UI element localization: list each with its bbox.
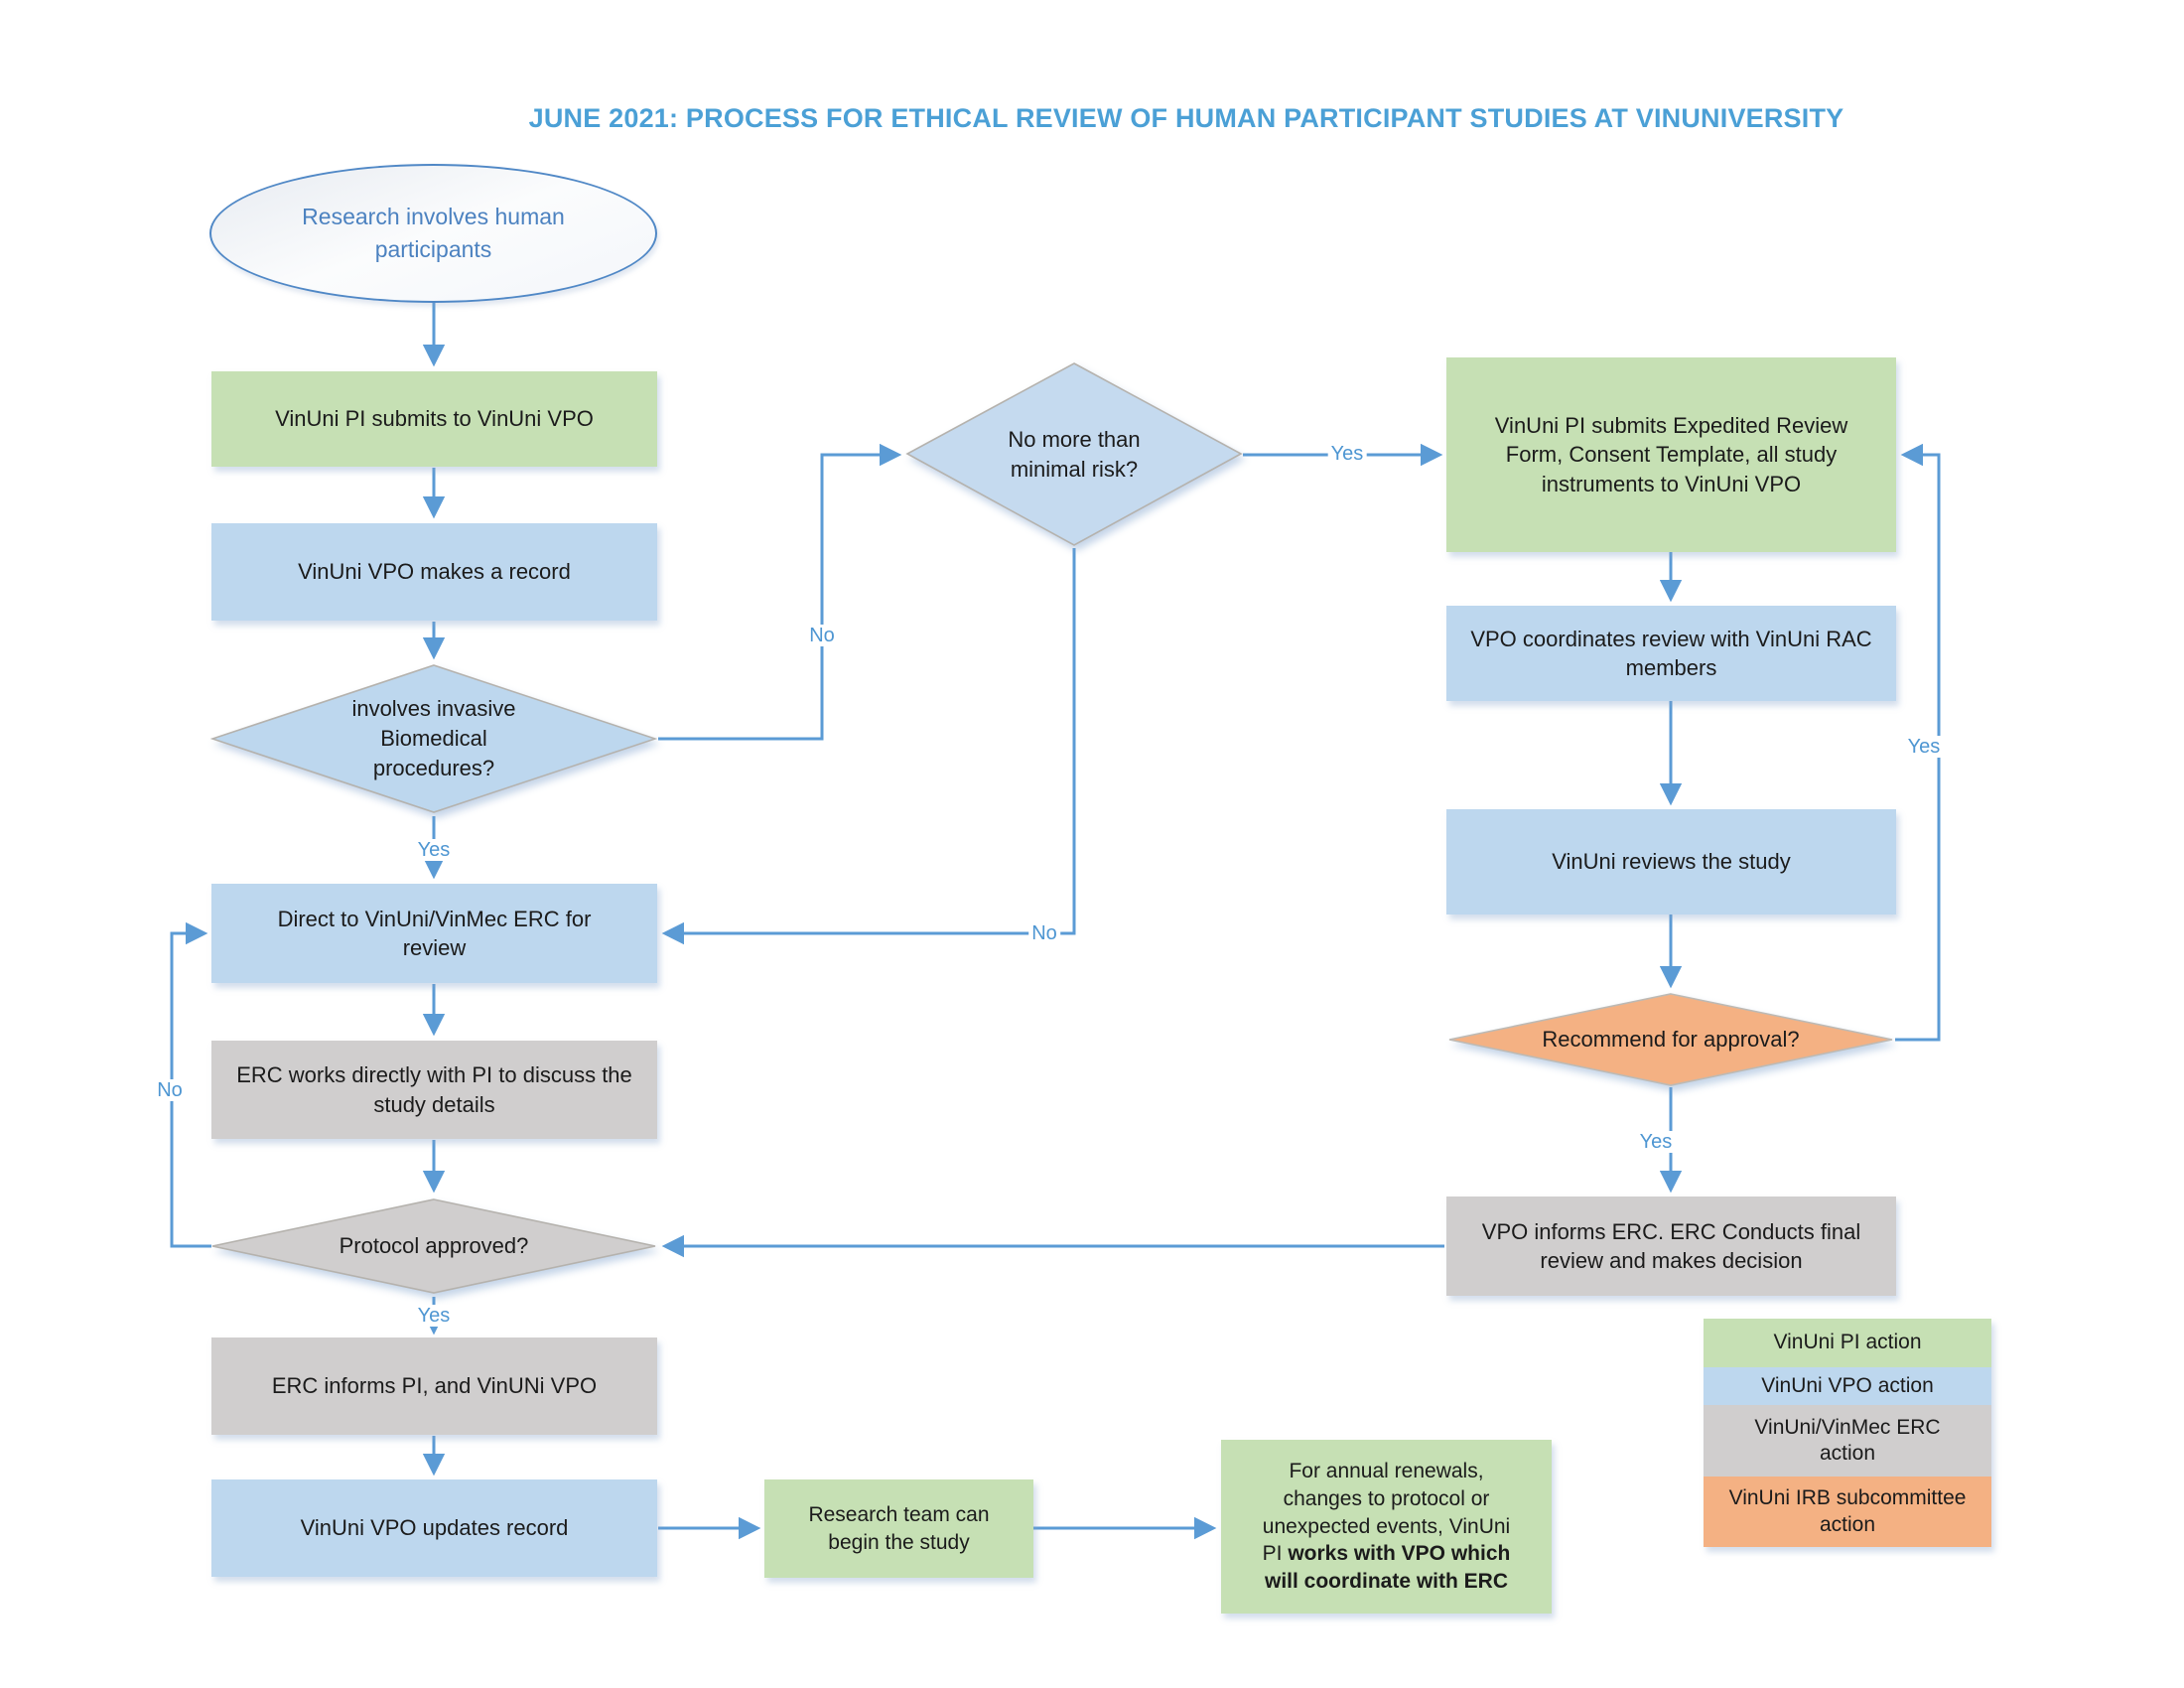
flow-node-protocol-question-label: Protocol approved?	[339, 1233, 529, 1259]
renewals-text-normal: For annual renewals, changes to protocol or unexpected events, VinUni PI	[1262, 1460, 1511, 1566]
flow-node-vpo-record	[211, 523, 657, 621]
edge-label-minimal-no: No	[1028, 922, 1060, 944]
flow-node-vpo-updates-label: VinUni VPO updates record	[300, 1515, 569, 1541]
flow-node-expedited-submit-label: VinUni PI submits Expedited Review Form, Consent Template, all study instruments to VinUni VPO	[1494, 413, 1848, 496]
legend-item-erc	[1704, 1405, 1991, 1477]
flow-node-renewals	[1221, 1440, 1552, 1614]
flow-node-minimal-risk-question-label: No more than minimal risk?	[1008, 426, 1141, 482]
flow-node-rac-review-label: VPO coordinates review with VinUni RAC members	[1470, 626, 1872, 680]
flow-node-vinuni-reviews	[1446, 809, 1896, 914]
edge-label-invasive-no: No	[806, 625, 838, 646]
edge-label-protocol-no: No	[154, 1079, 186, 1101]
flow-node-recommend-question-label: Recommend for approval?	[1542, 1027, 1800, 1053]
flow-node-vpo-updates	[211, 1479, 657, 1577]
legend-item-erc-label: VinUni/VinMec ERC action	[1754, 1415, 1941, 1465]
flow-node-begin-study	[764, 1479, 1033, 1578]
legend	[1704, 1319, 1991, 1547]
page-title: JUNE 2021: PROCESS FOR ETHICAL REVIEW OF HUMAN PARTICIPANT STUDIES AT VINUNIVERSITY	[528, 103, 1844, 133]
edge-label-recommend-yes-loop: Yes	[1905, 736, 1944, 758]
flow-node-direct-erc-label: Direct to VinUni/VinMec ERC for review	[277, 906, 592, 960]
flow-node-start	[209, 164, 657, 303]
flow-node-protocol-question	[210, 1197, 657, 1295]
legend-item-vpo	[1704, 1367, 1991, 1405]
flow-node-invasive-question	[210, 663, 657, 814]
renewals-text-bold: works with VPO which will coordinate with ERC	[1264, 1542, 1511, 1594]
flow-node-recommend-question	[1447, 992, 1894, 1087]
flow-node-start-label: Research involves human participants	[302, 203, 565, 262]
legend-item-irb	[1704, 1477, 1991, 1547]
flow-node-rac-review	[1446, 606, 1896, 701]
flow-node-invasive-question-label: involves invasive Biomedical procedures?	[351, 696, 516, 780]
flow-node-direct-erc	[211, 884, 657, 983]
flow-node-erc-informs-label: ERC informs PI, and VinUNi VPO	[271, 1373, 598, 1399]
flow-node-pi-submits-label: VinUni PI submits to VinUni VPO	[275, 406, 594, 432]
flow-node-vpo-record-label: VinUni VPO makes a record	[298, 559, 571, 585]
flow-node-final-review-label: VPO informs ERC. ERC Conducts final review and makes decision	[1481, 1218, 1861, 1273]
flow-node-minimal-risk-question	[905, 361, 1243, 547]
legend-item-irb-label: VinUni IRB subcommittee action	[1728, 1486, 1967, 1536]
flow-node-vinuni-reviews-label: VinUni reviews the study	[1552, 849, 1791, 875]
flow-node-final-review	[1446, 1196, 1896, 1296]
edge-label-protocol-yes: Yes	[415, 1305, 454, 1327]
flow-node-erc-informs	[211, 1337, 657, 1435]
edge-minimal-no	[665, 548, 1074, 933]
flow-node-erc-works	[211, 1041, 657, 1139]
flow-node-erc-works-label: ERC works directly with PI to discuss the study details	[236, 1062, 632, 1117]
flow-node-pi-submits	[211, 371, 657, 467]
legend-item-vpo-label: VinUni VPO action	[1761, 1373, 1934, 1397]
edge-label-recommend-yes: Yes	[1637, 1131, 1676, 1153]
legend-item-pi	[1704, 1319, 1991, 1367]
flow-node-expedited-submit	[1446, 357, 1896, 552]
legend-item-pi-label: VinUni PI action	[1773, 1331, 1922, 1354]
edge-label-invasive-yes: Yes	[415, 839, 454, 861]
flow-node-begin-study-label: Research team can begin the study	[808, 1502, 990, 1554]
edge-invasive-no	[658, 455, 898, 739]
flow-node-renewals-label	[1254, 1458, 1520, 1596]
edge-label-minimal-yes: Yes	[1328, 443, 1367, 465]
